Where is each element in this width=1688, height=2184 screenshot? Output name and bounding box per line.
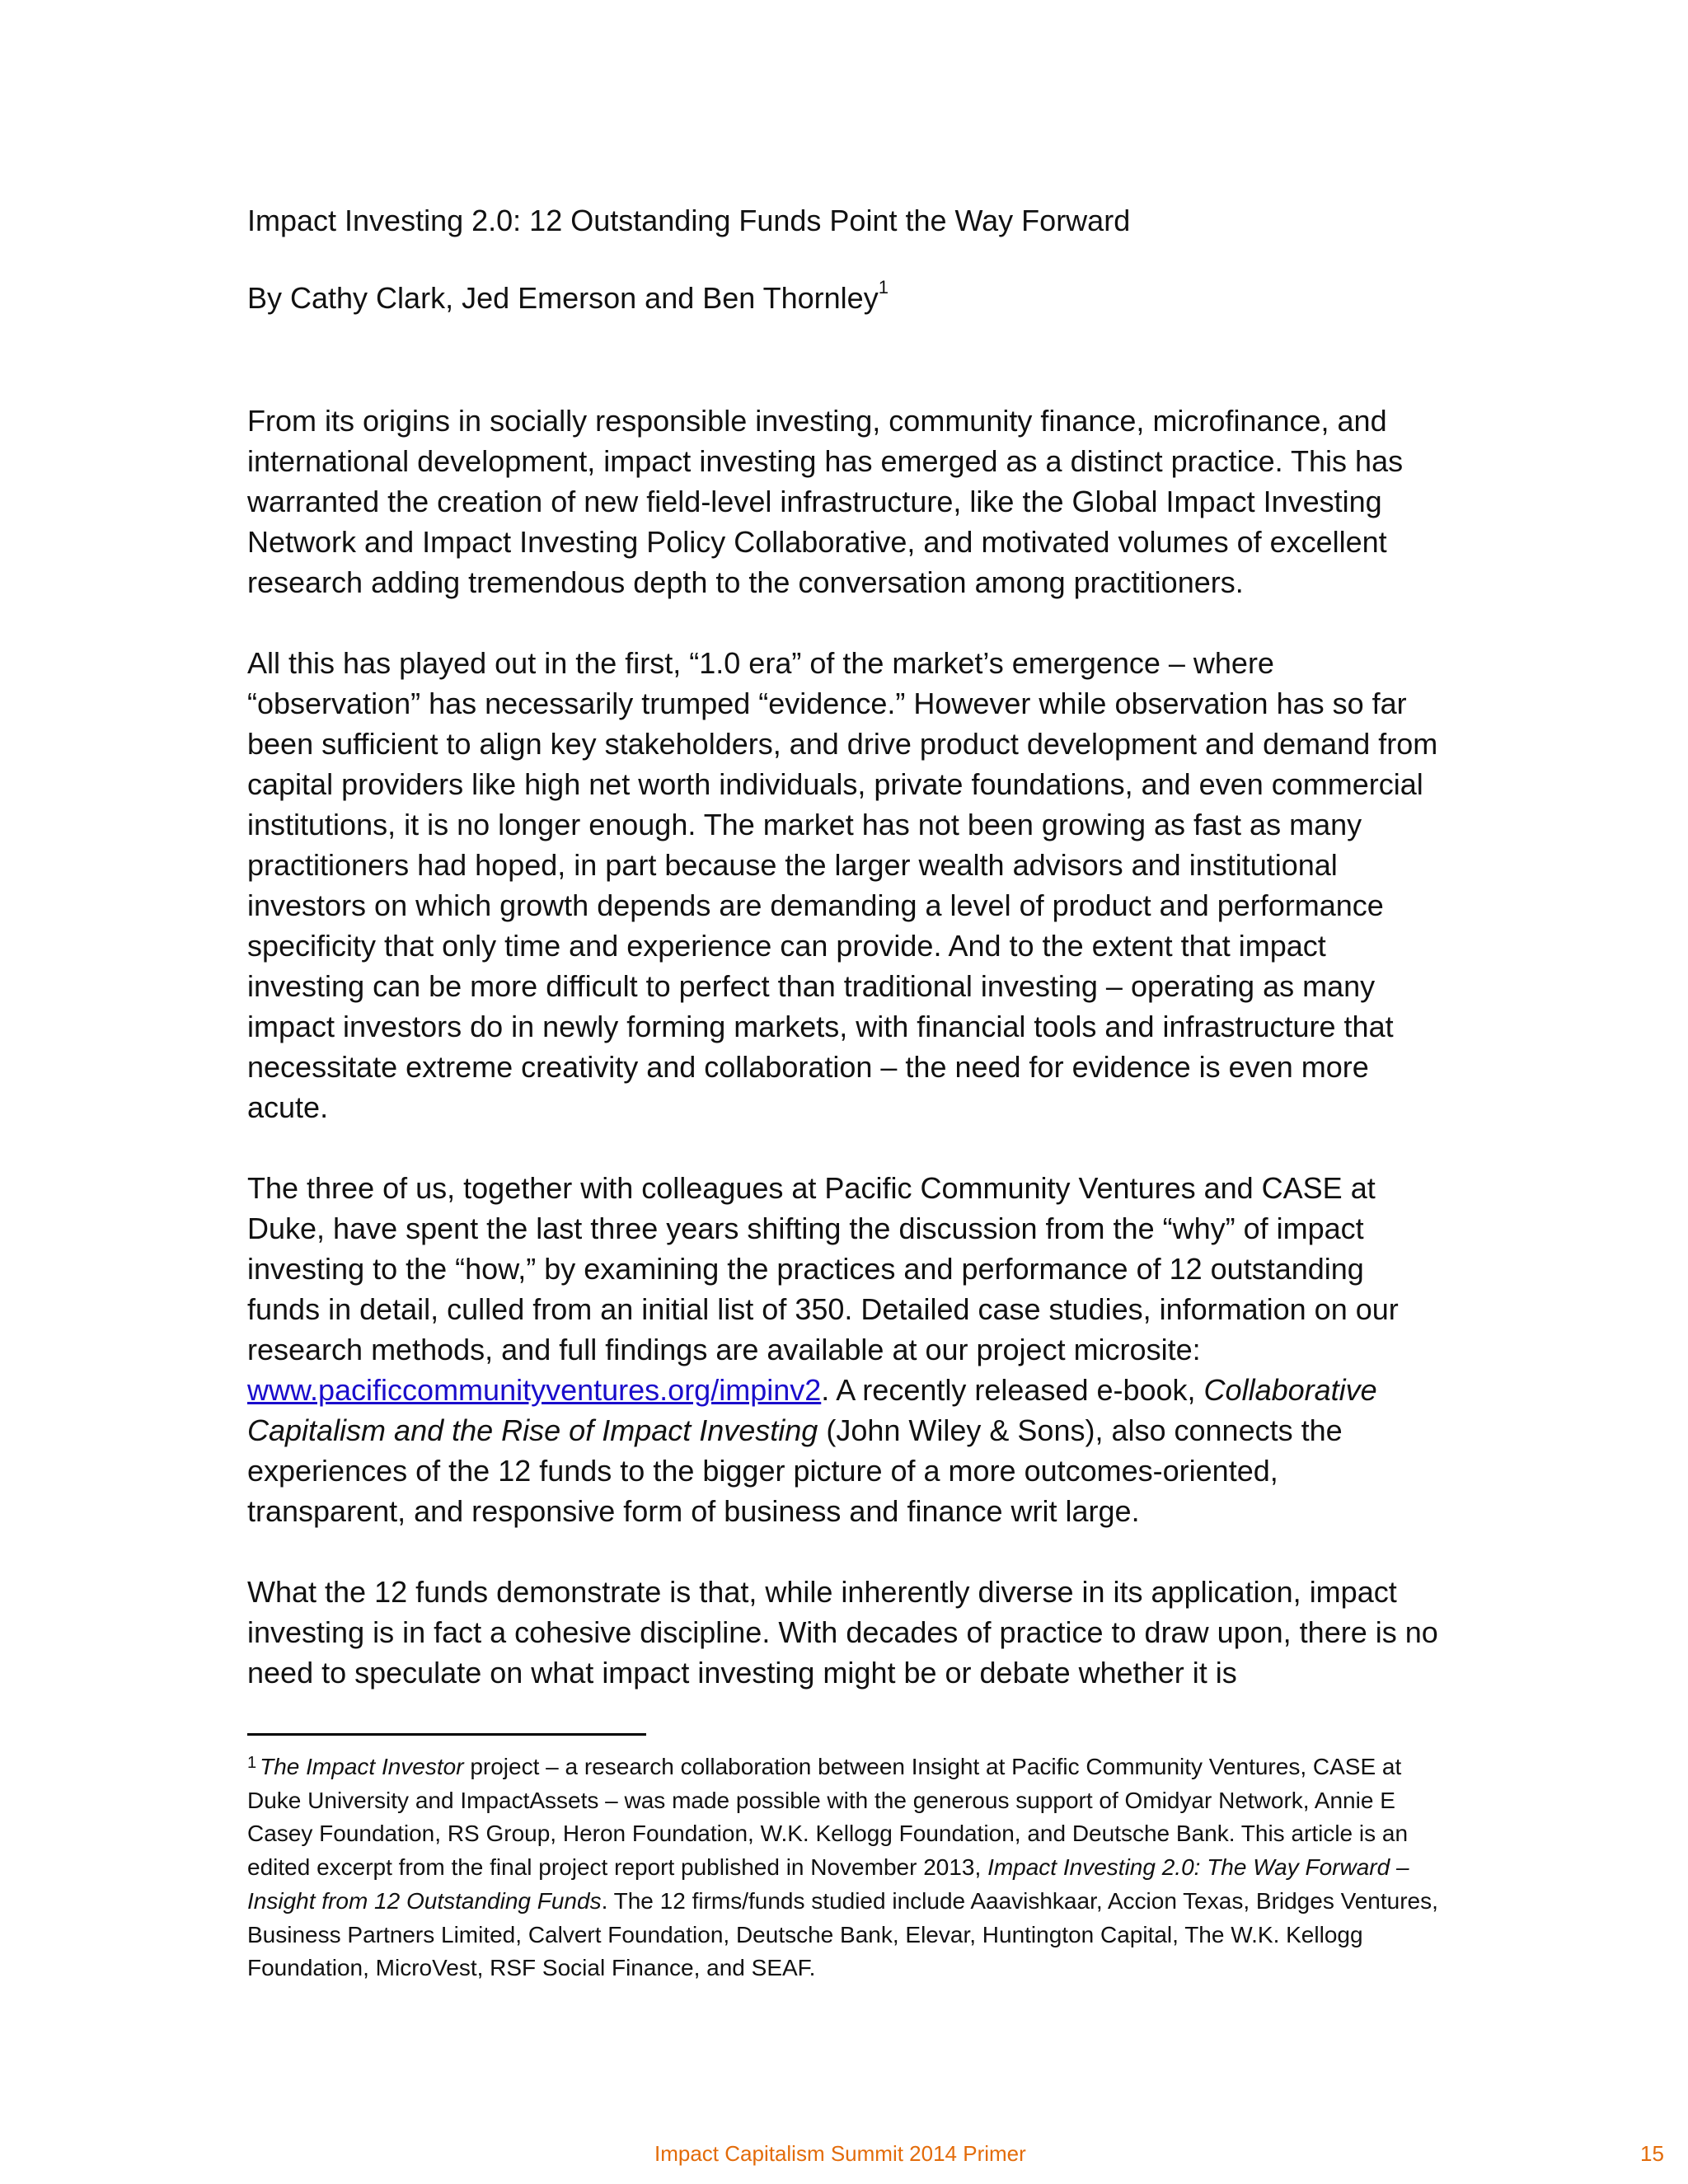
footnote-project-title: The Impact Investor [260, 1754, 464, 1779]
paragraph-3 [247, 1168, 1442, 1531]
article-title: Impact Investing 2.0: 12 Outstanding Funds Point the Way Forward [247, 204, 1131, 237]
footnote-report-title: Impact Investing 2.0: The Way Forward – Insight from 12 Outstanding Funds [247, 1854, 1409, 1914]
footnote-text-a: project – a research collaboration between Insight at Pacific Community Ventures, CASE at Duke University and ImpactAssets – was made possible with the generous support of Omidyar Network, Annie E Casey Foundation, RS Group, Heron Foundation, W.K. Kellogg Foundation, and Deutsche Bank. This article is an edited excerpt from the final project report published in November 2013, [247, 1754, 1409, 1881]
microsite-link[interactable]: www.pacificcommunityventures.org/impinv2 [247, 1373, 822, 1407]
paragraph-3-text-a: The three of us, together with colleagues at Pacific Community Ventures and CASE at Duke, have spent the last three years shifting the discussion from the “why” of impact investing to the “how,” by examining the practices and performance of 12 outstanding funds in detail, culled from an initial list of 350. Detailed case studies, information on our research methods, and full findings are available at our project microsite: [247, 1171, 1399, 1366]
page-number: 15 [1640, 2141, 1664, 2166]
paragraph-3-text-b: . A recently released e-book, [821, 1373, 1204, 1407]
paragraph-4: What the 12 funds demonstrate is that, while inherently diverse in its application, impact investing is in fact a cohesive discipline. With decades of practice to draw upon, there is no need to speculate on what impact investing might be or debate whether it is [247, 1575, 1438, 1690]
footnote [247, 1750, 1451, 1985]
byline [247, 279, 889, 318]
book-title: Collaborative Capitalism and the Rise of Impact Investing [247, 1373, 1377, 1447]
byline-footnote-ref[interactable]: 1 [878, 277, 889, 298]
byline-authors: By Cathy Clark, Jed Emerson and Ben Thornley [247, 281, 879, 315]
footer-label: Impact Capitalism Summit 2014 Primer [654, 2141, 1026, 2166]
paragraph-1: From its origins in socially responsible investing, community finance, microfinance, and international development, impact investing has emerged as a distinct practice. This has warranted the creation of new field-level infrastructure, like the Global Impact Investing Network and Impact Investing Policy Collaborative, and motivated volumes of excellent research adding tremendous depth to the conversation among practitioners. [247, 404, 1404, 599]
paragraph-3-text-c: (John Wiley & Sons), also connects the experiences of the 12 funds to the bigger picture of a more outcomes-oriented, transparent, and responsive form of business and finance writ large. [247, 1413, 1343, 1528]
footnote-number: 1 [247, 1754, 257, 1772]
article-body [247, 401, 1442, 1693]
footnote-1 [247, 1750, 1451, 1985]
footnote-divider [247, 1733, 646, 1736]
footnote-text-b: . The 12 firms/funds studied include Aaavishkaar, Accion Texas, Bridges Ventures, Business Partners Limited, Calvert Foundation, Deutsche Bank, Elevar, Huntington Capital, The W.K. Kellogg Foundation, MicroVest, RSF Social Finance, and SEAF. [247, 1887, 1438, 1981]
paragraph-2: All this has played out in the first, “1.0 era” of the market’s emergence – where “observation” has necessarily trumped “evidence.” However while observation has so far been sufficient to align key stakeholders, and drive product development and demand from capital providers like high net worth individuals, private foundations, and even commercial institutions, it is no longer enough. The market has not been growing as fast as many practitioners had hoped, in part because the larger wealth advisors and institutional investors on which growth depends are demanding a level of product and performance specificity that only time and experience can provide. And to the extent that impact investing can be more difficult to perfect than traditional investing – operating as many impact investors do in newly forming markets, with financial tools and infrastructure that necessitate extreme creativity and collaboration – the need for evidence is even more acute. [247, 646, 1438, 1124]
